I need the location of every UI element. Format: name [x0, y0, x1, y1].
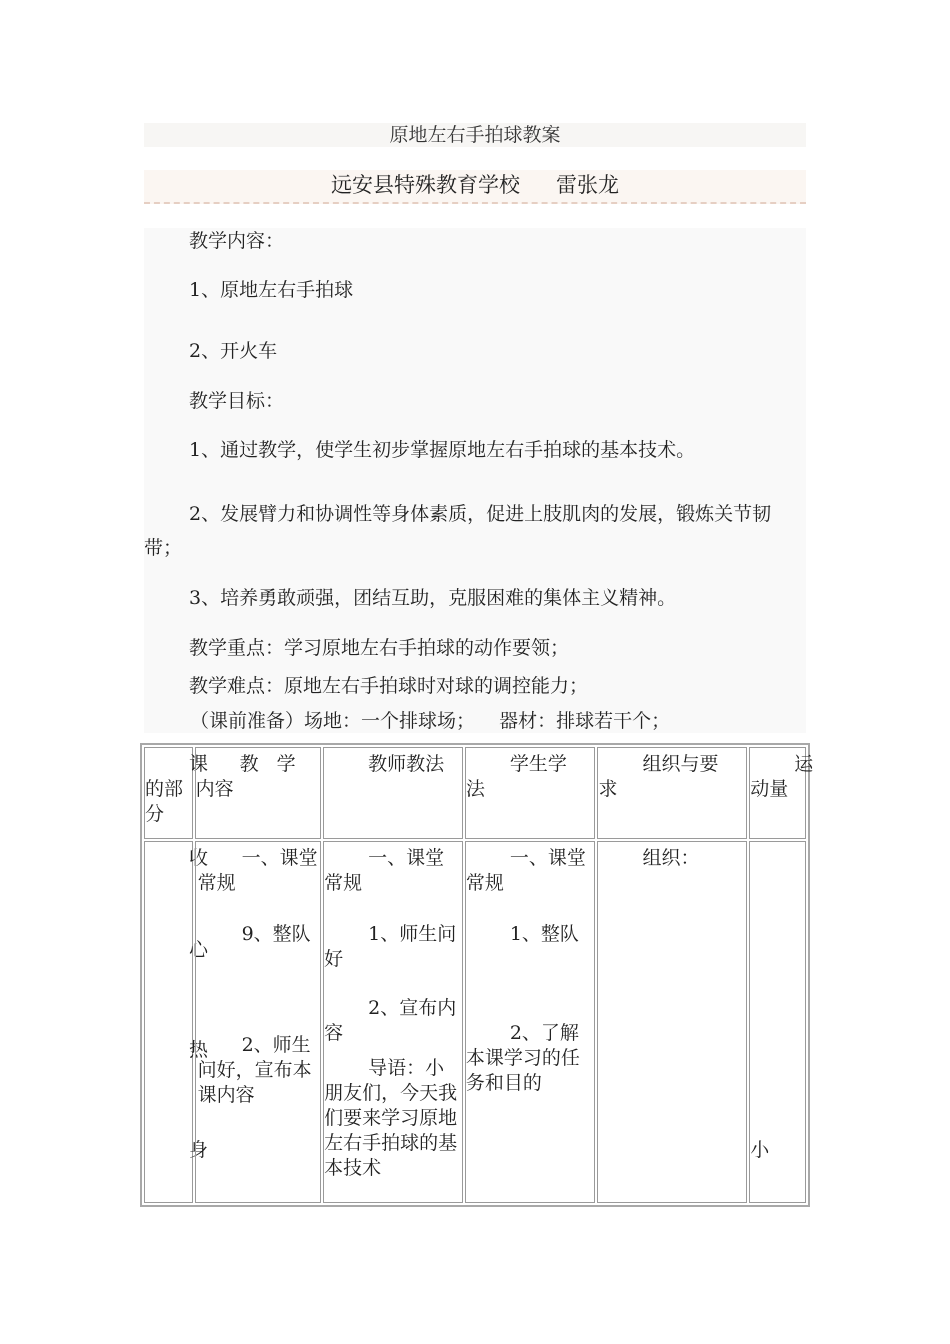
goal-heading: 教学目标： [189, 390, 285, 412]
table-header-row [144, 747, 806, 839]
school-name: 远安县特殊教育学校 [331, 173, 520, 197]
lesson-plan-table [140, 743, 814, 1207]
header-load: 运 动量 [749, 747, 806, 839]
header-content: 教学 内容 [195, 747, 322, 839]
cell-teacher: 一、课堂常规 1、师生问好 2、宣布内容 导语：小朋友们，今天我们要来学习原地左右手拍球的基本技术 [323, 841, 463, 1203]
cell-load: 小 [749, 841, 806, 1203]
goal-2: 2、发展臂力和协调性等身体素质，促进上肢肌肉的发展，锻炼关节韧带； [144, 503, 772, 559]
header-organization: 组织与要 求 [597, 747, 747, 839]
difficulty: 教学难点：原地左右手拍球时对球的调控能力； [189, 675, 589, 697]
cell-student: 一、课堂常规 1、整队 2、了解本课学习的任务和目的 [465, 841, 596, 1203]
content-item-1: 1、原地左右手拍球 [189, 279, 354, 301]
author-name: 雷张龙 [556, 173, 619, 197]
cell-part: 收 心 热 身 [144, 841, 193, 1203]
header-student: 学生学 法 [465, 747, 596, 839]
content-item-2: 2、开火车 [189, 340, 278, 362]
goal-3: 3、培养勇敢顽强，团结互助，克服困难的集体主义精神。 [189, 587, 677, 609]
table-row [144, 841, 806, 1203]
preparation: （课前准备）场地：一个排球场； 器材：排球若干个； [190, 710, 671, 732]
header-part: 课 的部 分 [144, 747, 193, 839]
document-title: 原地左右手拍球教案 [144, 123, 806, 147]
school-author-line [144, 170, 806, 204]
cell-organization: 组织： [597, 841, 747, 1203]
header-teacher: 教师教法 [323, 747, 463, 839]
goal-1: 1、通过教学，使学生初步掌握原地左右手拍球的基本技术。 [189, 439, 696, 461]
content-heading: 教学内容： [189, 230, 285, 252]
key-point: 教学重点：学习原地左右手拍球的动作要领； [189, 637, 570, 659]
cell-content: 一、课堂常规 9、整队 2、师生问好，宣布本课内容 [195, 841, 322, 1203]
